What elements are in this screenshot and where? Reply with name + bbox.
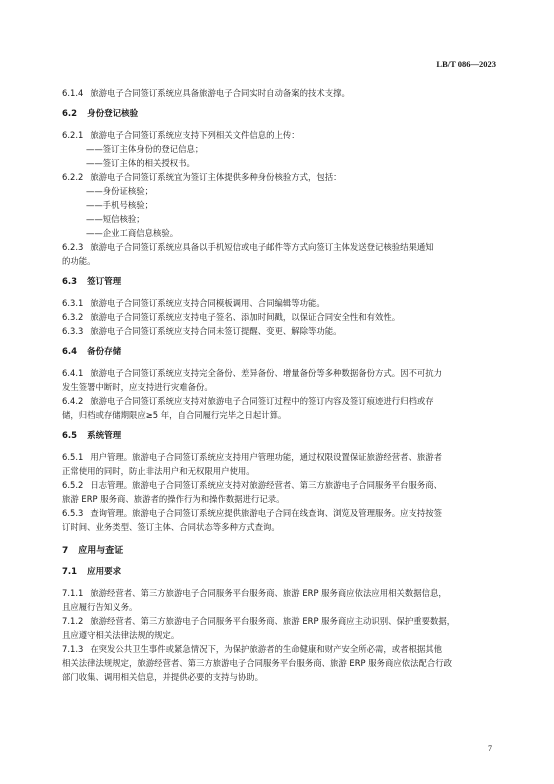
clause-6-3-3: 6.3.3 旅游电子合同签订系统应支持合同未签订提醒、变更、解除等功能。 bbox=[62, 326, 342, 336]
clause-6-3-1: 6.3.1 旅游电子合同签订系统应支持合同模板调用、合同编辑等功能。 bbox=[62, 298, 325, 308]
list-item: ——手机号核验； bbox=[86, 200, 153, 210]
section-heading-7-1: 7.1 应用要求 bbox=[62, 567, 122, 577]
clause-6-2-3-cont: 的功能。 bbox=[62, 256, 96, 266]
clause-6-5-2: 6.5.2 日志管理。旅游电子合同签订系统应支持对旅游经营者、第三方旅游电子合同服务平台服务商、 bbox=[62, 480, 443, 490]
clause-7-1-3-cont: 部门收集、调用相关信息，并提供必要的支持与协助。 bbox=[62, 672, 263, 682]
clause-6-2-1: 6.2.1 旅游电子合同签订系统应支持下列相关文件信息的上传： bbox=[62, 130, 300, 140]
page-number: 7 bbox=[488, 744, 492, 753]
clause-6-4-2: 6.4.2 旅游电子合同签订系统应支持对旅游电子合同签订过程中的签订内容及签订痕迹进行归档或存 bbox=[62, 396, 434, 406]
clause-6-2-2: 6.2.2 旅游电子合同签订系统宜为签订主体提供多种身份核验方式，包括： bbox=[62, 172, 342, 182]
document-body bbox=[62, 86, 492, 684]
clause-6-5-1-cont: 正常使用的同时，防止非法用户和无权限用户使用。 bbox=[62, 466, 255, 476]
clause-6-5-3: 6.5.3 查询管理。旅游电子合同签订系统应提供旅游电子合同在线查询、浏览及管理服务。应支持按签 bbox=[62, 508, 443, 518]
list-item: ——企业工商信息核验。 bbox=[86, 228, 179, 238]
clause-6-5-2-cont: 旅游 ERP 服务商、旅游者的操作行为和操作数据进行记录。 bbox=[62, 494, 285, 504]
clause-7-1-2-cont: 且应遵守相关法律法规的规定。 bbox=[62, 630, 180, 640]
clause-7-1-2: 7.1.2 旅游经营者、第三方旅游电子合同服务平台服务商、旅游 ERP 服务商应主动识别、保护重要数据， bbox=[62, 616, 456, 626]
section-heading-6-3: 6.3 签订管理 bbox=[62, 277, 122, 287]
section-heading-6-4: 6.4 备份存储 bbox=[62, 347, 122, 357]
section-heading-6-2: 6.2 身份登记核验 bbox=[62, 109, 139, 119]
list-item: ——身份证核验； bbox=[86, 186, 153, 196]
clause-7-1-3-cont: 相关法律法规规定，旅游经营者、第三方旅游电子合同服务平台服务商、旅游 ERP 服务商应依法配合行政 bbox=[62, 658, 452, 668]
section-heading-6-5: 6.5 系统管理 bbox=[62, 431, 122, 441]
clause-6-4-1: 6.4.1 旅游电子合同签订系统应支持完全备份、差异备份、增量备份等多种数据备份方式。因不可抗力 bbox=[62, 368, 443, 378]
clause-6-4-2-cont: 储，归档或存储期限应≥5 年，自合同履行完毕之日起计算。 bbox=[62, 410, 287, 420]
list-item: ——短信核验； bbox=[86, 214, 145, 224]
list-item: ——签订主体的相关授权书。 bbox=[86, 158, 195, 168]
standard-code: LB/T 086—2023 bbox=[436, 59, 496, 69]
clause-6-3-2: 6.3.2 旅游电子合同签订系统应支持电子签名、添加时间戳，以保证合同安全性和有效性。 bbox=[62, 312, 401, 322]
clause-6-2-3: 6.2.3 旅游电子合同签订系统应具备以手机短信或电子邮件等方式向签订主体发送登记核验结果通知 bbox=[62, 242, 434, 252]
list-item: ——签订主体身份的登记信息； bbox=[86, 144, 204, 154]
clause-6-1-4: 6.1.4 旅游电子合同签订系统应具备旅游电子合同实时自动备案的技术支撑。 bbox=[62, 88, 350, 98]
clause-7-1-1-cont: 且应履行告知义务。 bbox=[62, 602, 138, 612]
clause-6-5-1: 6.5.1 用户管理。旅游电子合同签订系统应支持用户管理功能，通过权限设置保证旅游经营者、旅游者 bbox=[62, 452, 443, 462]
chapter-heading-7: 7 应用与查证 bbox=[62, 546, 124, 556]
clause-6-4-1-cont: 发生签署中断时，应支持进行灾难备份。 bbox=[62, 382, 213, 392]
clause-7-1-1: 7.1.1 旅游经营者、第三方旅游电子合同服务平台服务商、旅游 ERP 服务商应依法应用相关数据信息， bbox=[62, 588, 447, 598]
clause-6-5-3-cont: 订时间、业务类型、签订主体、合同状态等多种方式查询。 bbox=[62, 522, 280, 532]
clause-7-1-3: 7.1.3 在突发公共卫生事件或紧急情况下，为保护旅游者的生命健康和财产安全所必需，或者根据其他 bbox=[62, 644, 443, 654]
